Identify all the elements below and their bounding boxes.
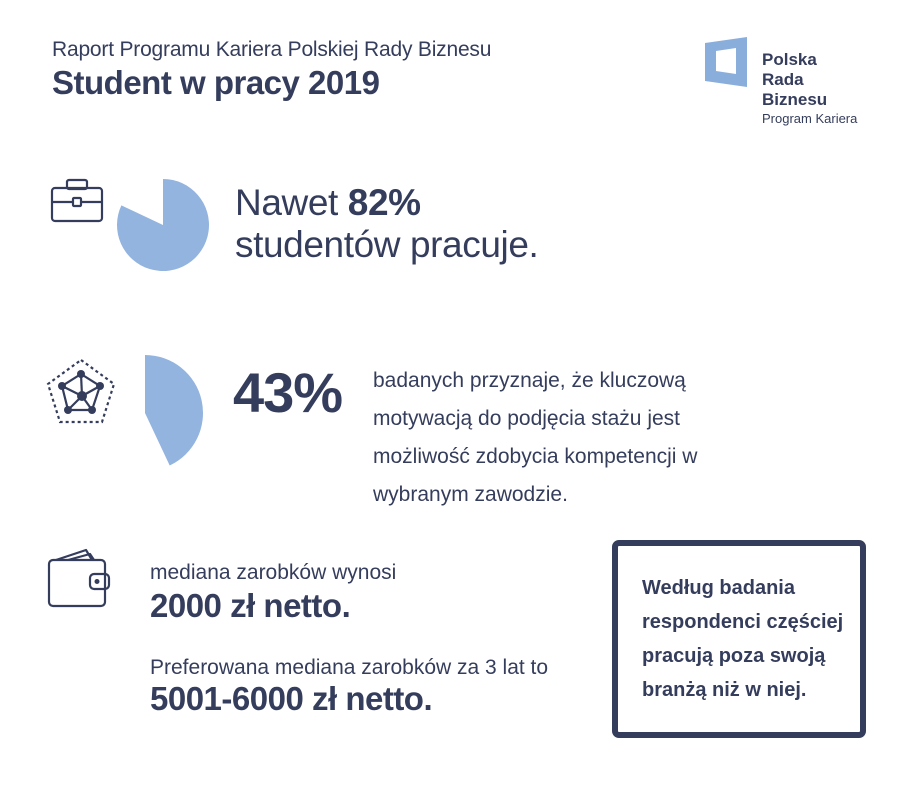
wallet-icon	[46, 546, 112, 610]
pie-slice-82	[117, 179, 209, 271]
median-value: 2000 zł netto.	[150, 587, 351, 624]
pie-working-students	[116, 178, 210, 272]
motivation-description: badanych przyznaje, że kluczową motywacją do podjęcia stażu jest możliwość zdobycia kompetencji w wybranym zawodzie.	[373, 369, 698, 506]
briefcase-icon	[50, 178, 104, 224]
logo-text-line1: Polska	[762, 50, 817, 69]
logo-text-line2: Rada	[762, 70, 804, 89]
preferred-median-value: 5001-6000 zł netto.	[150, 680, 433, 717]
pie-slice-43	[145, 355, 203, 465]
stat-suffix: studentów pracuje.	[235, 224, 539, 265]
report-subtitle: Raport Programu Kariera Polskiej Rady Biznesu	[52, 38, 492, 61]
stat-value-82: 82%	[347, 182, 421, 223]
logo-text-line3: Biznesu	[762, 90, 828, 109]
prb-logo	[705, 37, 875, 132]
pie-motivation	[86, 354, 204, 472]
stat-prefix: Nawet	[235, 182, 348, 223]
page-title: Student w pracy 2019	[52, 64, 380, 101]
callout-text: Według badania respondenci częściej pracują poza swoją branżą niż w niej.	[642, 577, 844, 701]
callout-box	[612, 540, 866, 738]
preferred-median-label: Preferowana mediana zarobków za 3 lat to	[150, 656, 549, 679]
logo-mark-icon	[705, 37, 751, 89]
logo-program-name: Program Kariera	[762, 111, 858, 126]
median-label: mediana zarobków wynosi	[150, 561, 397, 584]
stat-value-43: 43%	[233, 361, 343, 424]
working-students-stat	[235, 182, 538, 266]
